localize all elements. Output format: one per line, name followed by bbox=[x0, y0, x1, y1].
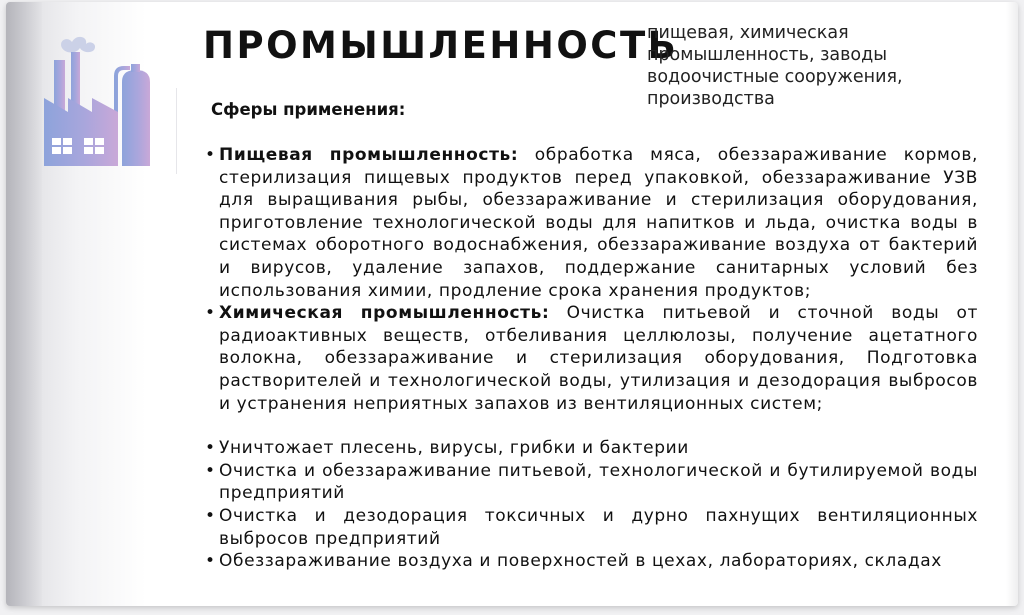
benefit-text: Очистка и обеззараживание питьевой, технологической и бутилируемой воды предприятий bbox=[219, 460, 978, 504]
benefit-text: Обеззараживание воздуха и поверхностей в цехах, лабораториях, складах bbox=[219, 551, 942, 572]
page-title: ПРОМЫШЛЕННОСТЬ bbox=[203, 24, 679, 67]
content-body bbox=[205, 144, 978, 573]
tagline-line: производства bbox=[647, 89, 775, 109]
tagline bbox=[647, 22, 1007, 110]
benefit-item bbox=[205, 437, 978, 460]
factory-icon bbox=[38, 30, 168, 168]
benefit-item bbox=[205, 505, 978, 550]
sector-name: Пищевая промышленность: bbox=[219, 145, 519, 165]
benefit-item bbox=[205, 460, 978, 505]
benefit-text: Уничтожает плесень, вирусы, грибки и бактерии bbox=[219, 438, 689, 459]
tagline-line: промышленность, заводы bbox=[647, 45, 888, 65]
bullet: • bbox=[205, 145, 216, 165]
tagline-line: пищевая, химическая bbox=[647, 23, 849, 43]
tagline-line: водоочистные сооружения, bbox=[647, 67, 903, 87]
benefit-list bbox=[205, 437, 978, 573]
sector-text: Очистка питьевой и сточной воды от радиоактивных веществ, отбеливания целлюлозы, получение ацетатного волокна, обеззараживание и стерилизация оборудования, Подготовка растворителей и технологической воды, утилизация и дезодорация выбросов и устранения неприятных запахов из вентиляционных систем; bbox=[219, 303, 978, 414]
sector-name: Химическая промышленность: bbox=[219, 303, 550, 324]
sector-list bbox=[205, 144, 978, 415]
benefit-item bbox=[205, 550, 978, 573]
bullet: • bbox=[205, 438, 216, 459]
spacer bbox=[205, 415, 978, 437]
benefit-text: Очистка и дезодорация токсичных и дурно пахнущих вентиляционных выбросов предприятий bbox=[219, 505, 978, 549]
sector-item-chemical bbox=[205, 302, 978, 415]
sector-item-food bbox=[205, 144, 978, 302]
sector-text: обработка мяса, обеззараживание кормов, стерилизация пищевых продуктов перед упаковкой, обеззараживание УЗВ для выращивания рыбы, обеззараживание и стерилизация оборудования, приготовление технологической воды для напитков и льда, очистка воды в системах оборотного водоснабжения, обеззараживание воздуха от бактерий и вирусов, удаление запахов, поддержание санитарных условий без использования химии, продление срока хранения продуктов; bbox=[219, 145, 979, 301]
document-page bbox=[6, 2, 1018, 606]
bullet: • bbox=[205, 505, 216, 526]
applications-heading: Сферы применения: bbox=[211, 100, 406, 119]
page-spine-shadow bbox=[6, 2, 42, 606]
bullet: • bbox=[205, 551, 216, 572]
vertical-divider bbox=[176, 88, 177, 174]
bullet: • bbox=[205, 303, 216, 324]
bullet: • bbox=[205, 460, 216, 481]
